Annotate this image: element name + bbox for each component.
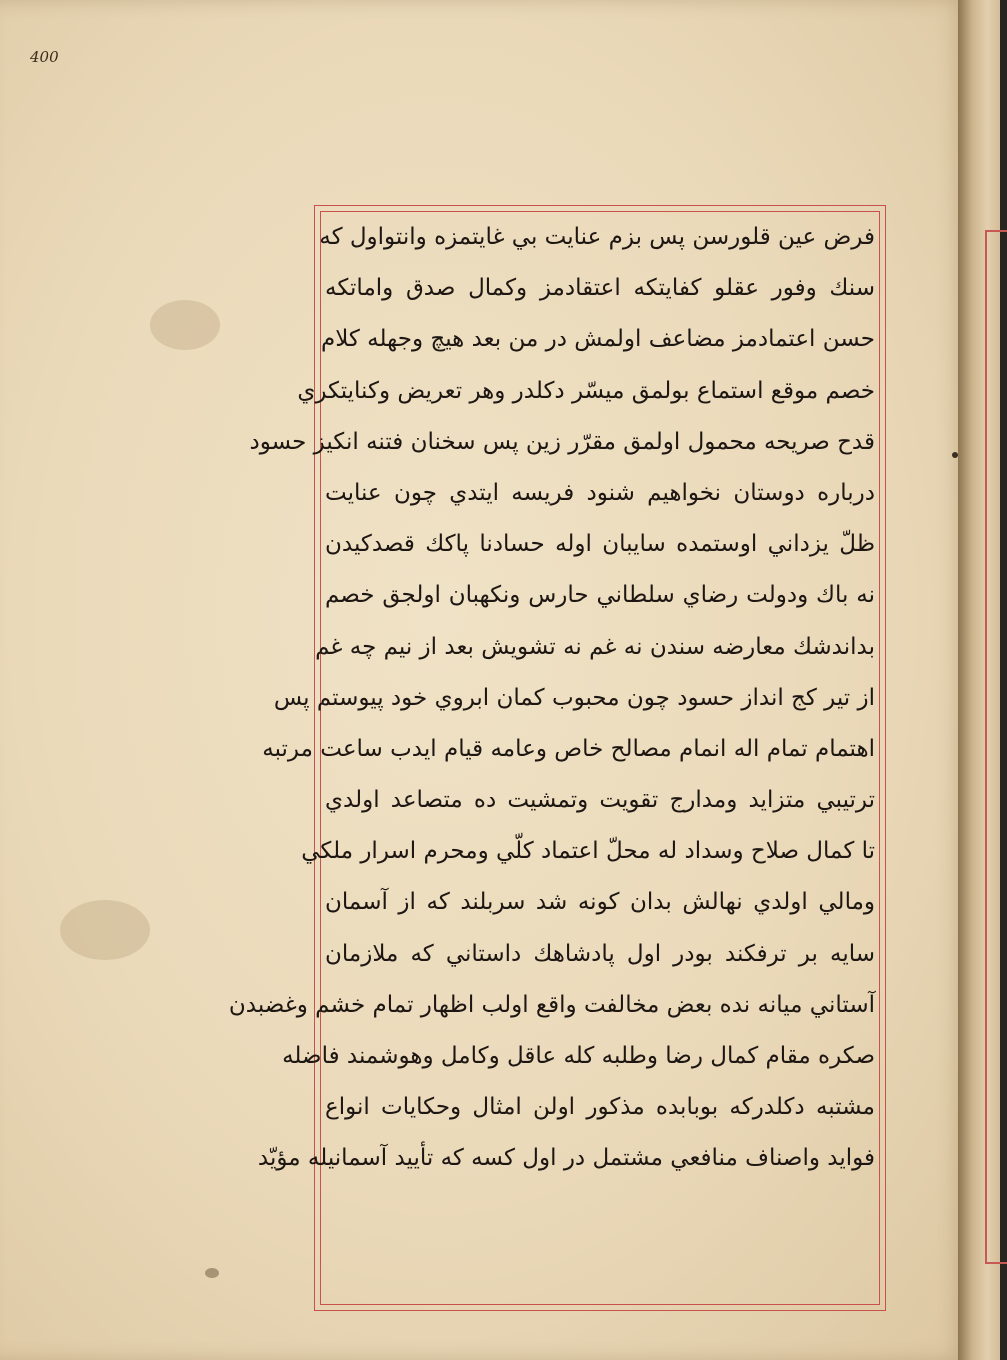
facing-page-frame-edge — [985, 230, 1007, 1264]
text-line: ظلّ يزداني اوستمده سايبان اوله حسادنا پاكك قصدكيدن — [325, 531, 875, 558]
text-line: اهتمام تمام اله انمام مصالح خاص وعامه قيام ايدب ساعت مرتبه — [262, 735, 875, 762]
text-line: قدح صريحه محمول اولمق مقرّر زين پس سخنان فتنه انكيز حسود — [249, 428, 875, 455]
text-line: ترتيبي متزايد ومدارج تقويت وتمشيت ده متصاعد اولدي — [325, 787, 875, 814]
text-line: آستاني ميانه نده بعض مخالفت واقع اولب اظهار تمام خشم وغضبدن — [228, 991, 875, 1018]
paper-stain — [150, 300, 220, 350]
text-line: فوايد واصناف منافعي مشتمل در اول كسه كه تأييد آسمانيله مؤيّد — [257, 1145, 875, 1172]
text-block — [228, 212, 875, 1292]
folio-number: 400 — [30, 48, 59, 66]
text-line: ومالي اولدي نهالش بدان كونه شد سربلند كه از آسمان — [325, 889, 875, 916]
text-line: تا كمال صلاح وسداد له محلّ اعتماد كلّي ومحرم اسرار ملكي — [301, 838, 875, 865]
paper-stain — [205, 1268, 219, 1278]
text-line: حسن اعتمادمز مضاعف اولمش در من بعد هيچ وجهله كلام — [320, 326, 875, 353]
text-line: بداندشك معارضه سندن نه غم نه تشويش بعد از نيم چه غم — [315, 633, 875, 660]
text-line: مشتبه دكلدركه بوبابده مذكور اولن امثال وحكايات انواع — [325, 1094, 875, 1121]
text-line: فرض عين قلورسن پس بزم عنايت بي غايتمزه وانتواول كه — [319, 224, 875, 250]
text-line: سنك وفور عقلو كفايتكه اعتقادمز وكمال صدق واماتكه — [325, 275, 875, 302]
text-line: درباره دوستان نخواهيم شنود فريسه ايتدي چون عنايت — [325, 479, 875, 506]
text-line: خصم موقع استماع بولمق ميسّر دكلدر وهر تعريض وكنايتكري — [297, 377, 875, 404]
text-line: از تير كج انداز حسود چون محبوب كمان ابروي خود پيوستم پس — [273, 684, 875, 711]
paper-stain — [60, 900, 150, 960]
text-line: نه باك ودولت رضاي سلطاني حارس ونكهبان اولجق خصم — [325, 582, 875, 609]
text-line: سايه بر ترفكند بودر اول پادشاهك داستاني كه ملازمان — [325, 940, 875, 967]
text-line: صكره مقام كمال رضا وطلبه كله عاقل وكامل وهوشمند فاضله — [282, 1043, 875, 1069]
